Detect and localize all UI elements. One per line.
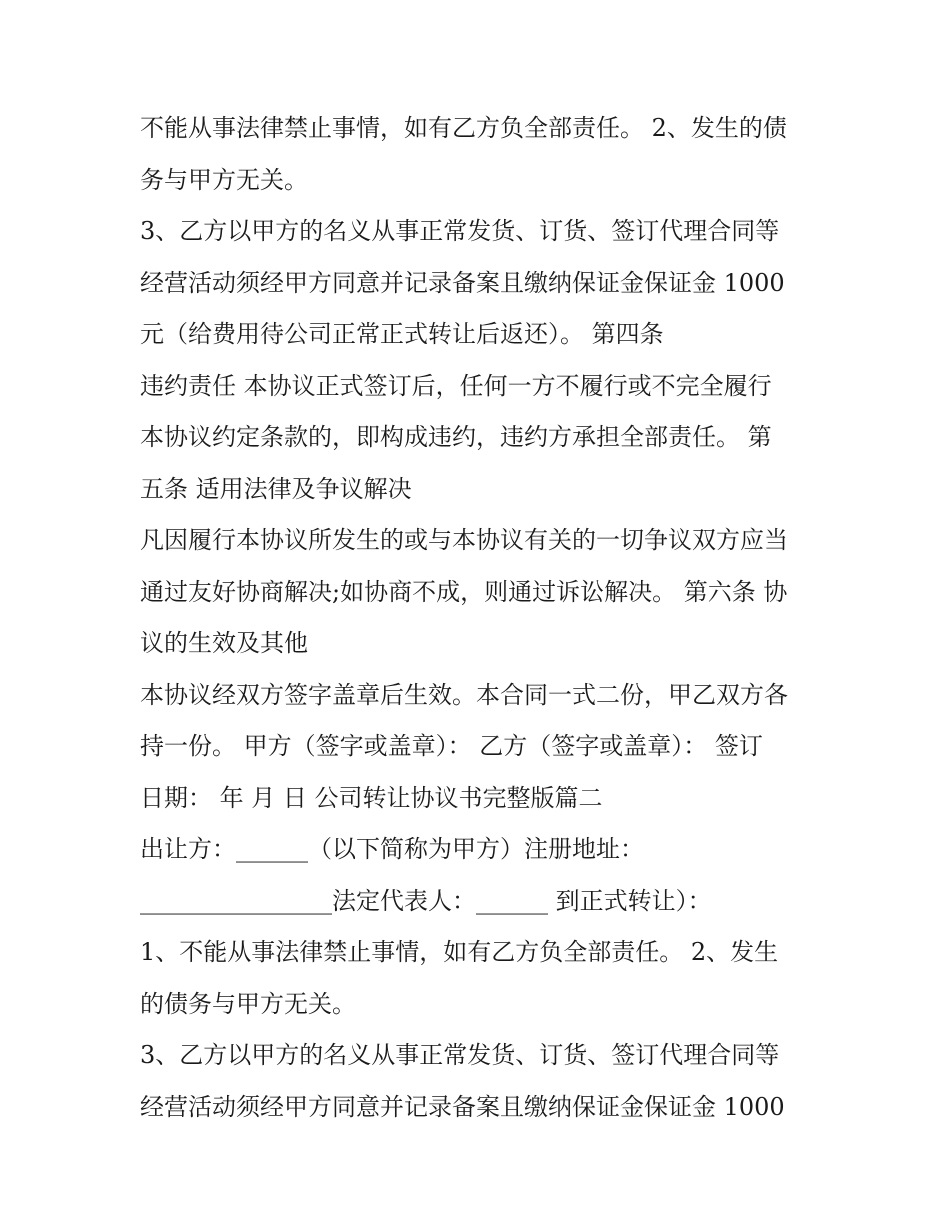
- text-line: 持一份。 甲方（签字或盖章）： 乙方（签字或盖章）： 签订: [140, 732, 763, 760]
- text-line: 3、乙方以甲方的名义从事正常发货、订货、签订代理合同等: [140, 217, 780, 245]
- text-line: 经营活动须经甲方同意并记录备案且缴纳保证金保证金 1000: [140, 268, 785, 297]
- text-line: 凡因履行本协议所发生的或与本协议有关的一切争议双方应当: [140, 526, 788, 554]
- text-line: 日期： 年 月 日 公司转让协议书完整版篇二: [140, 783, 603, 812]
- text-line: 不能从事法律禁止事情，如有乙方负全部责任。 2、发生的债: [140, 114, 787, 142]
- text-line: 1、不能从事法律禁止事情，如有乙方负全部责任。 2、发生: [140, 938, 779, 966]
- text-line: 务与甲方无关。: [140, 165, 308, 194]
- text-line: 通过友好协商解决;如协商不成，则通过诉讼解决。 第六条 协: [140, 577, 788, 606]
- text-line: 五条 适用法律及争议解决: [140, 474, 412, 503]
- text-line: 元（给费用待公司正常正式转让后返还）。 第四条: [140, 320, 664, 348]
- text-line: 的债务与甲方无关。: [140, 989, 356, 1018]
- text-line: 议的生效及其他: [140, 629, 308, 657]
- text-line: 出让方：______（以下简称为甲方）注册地址：: [140, 835, 644, 863]
- text-line: 3、乙方以甲方的名义从事正常发货、订货、签订代理合同等: [140, 1041, 780, 1069]
- text-line: 违约责任 本协议正式签订后，任何一方不履行或不完全履行: [140, 371, 772, 400]
- document-body: [140, 103, 830, 1133]
- text-line: 本协议约定条款的，即构成违约，违约方承担全部责任。 第: [140, 423, 772, 451]
- text-line: 本协议经双方签字盖章后生效。本合同一式二份，甲乙双方各: [140, 680, 788, 709]
- text-line: 经营活动须经甲方同意并记录备案且缴纳保证金保证金 1000: [140, 1092, 785, 1121]
- text-line: ________________法定代表人：______ 到正式转让）：: [140, 886, 712, 915]
